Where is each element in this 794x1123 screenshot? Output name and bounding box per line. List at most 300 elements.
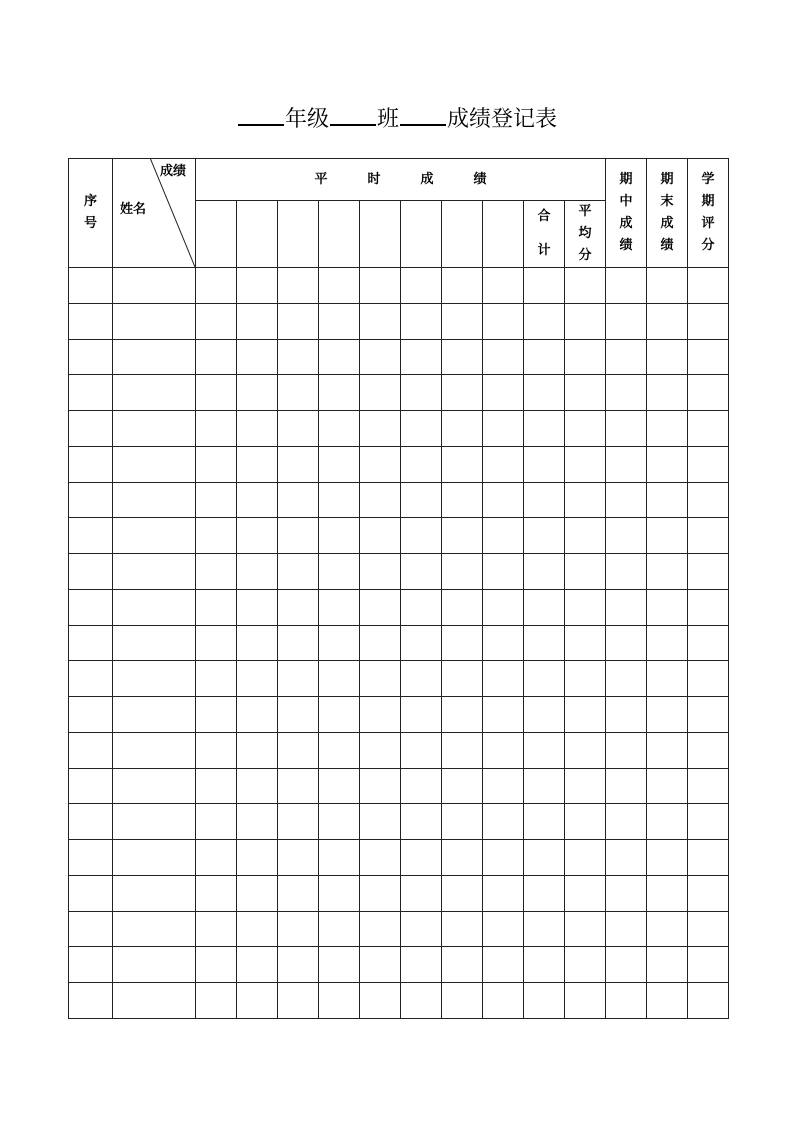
table-cell[interactable] xyxy=(113,983,196,1019)
table-cell[interactable] xyxy=(196,268,237,304)
table-cell[interactable] xyxy=(360,840,401,876)
table-cell[interactable] xyxy=(278,947,319,983)
table-cell[interactable] xyxy=(565,875,606,911)
table-cell[interactable] xyxy=(647,268,688,304)
table-cell[interactable] xyxy=(319,482,360,518)
table-cell[interactable] xyxy=(565,804,606,840)
table-cell[interactable] xyxy=(565,268,606,304)
table-cell[interactable] xyxy=(524,732,565,768)
table-cell[interactable] xyxy=(319,589,360,625)
table-cell[interactable] xyxy=(524,411,565,447)
table-cell[interactable] xyxy=(442,303,483,339)
table-cell[interactable] xyxy=(319,268,360,304)
table-cell[interactable] xyxy=(237,554,278,590)
table-cell[interactable] xyxy=(278,875,319,911)
table-cell[interactable] xyxy=(524,804,565,840)
table-cell[interactable] xyxy=(524,554,565,590)
table-cell[interactable] xyxy=(401,303,442,339)
table-cell[interactable] xyxy=(237,268,278,304)
table-cell[interactable] xyxy=(483,482,524,518)
table-cell[interactable] xyxy=(524,875,565,911)
table-cell[interactable] xyxy=(69,375,113,411)
table-cell[interactable] xyxy=(319,339,360,375)
table-cell[interactable] xyxy=(606,303,647,339)
table-cell[interactable] xyxy=(524,482,565,518)
table-cell[interactable] xyxy=(196,625,237,661)
table-cell[interactable] xyxy=(524,268,565,304)
table-cell[interactable] xyxy=(113,375,196,411)
table-cell[interactable] xyxy=(524,840,565,876)
class-blank[interactable] xyxy=(330,102,376,126)
table-cell[interactable] xyxy=(237,661,278,697)
table-cell[interactable] xyxy=(196,840,237,876)
table-cell[interactable] xyxy=(647,768,688,804)
table-cell[interactable] xyxy=(565,589,606,625)
table-cell[interactable] xyxy=(442,911,483,947)
table-cell[interactable] xyxy=(647,482,688,518)
table-cell[interactable] xyxy=(565,697,606,733)
table-cell[interactable] xyxy=(237,697,278,733)
table-cell[interactable] xyxy=(483,339,524,375)
table-cell[interactable] xyxy=(688,804,729,840)
table-cell[interactable] xyxy=(401,625,442,661)
table-cell[interactable] xyxy=(483,911,524,947)
table-cell[interactable] xyxy=(606,804,647,840)
table-cell[interactable] xyxy=(565,411,606,447)
table-cell[interactable] xyxy=(360,947,401,983)
table-cell[interactable] xyxy=(113,268,196,304)
table-cell[interactable] xyxy=(565,840,606,876)
table-cell[interactable] xyxy=(483,840,524,876)
table-cell[interactable] xyxy=(606,375,647,411)
grade-blank[interactable] xyxy=(238,102,284,126)
table-cell[interactable] xyxy=(319,411,360,447)
table-cell[interactable] xyxy=(647,804,688,840)
table-cell[interactable] xyxy=(565,518,606,554)
table-cell[interactable] xyxy=(688,875,729,911)
table-cell[interactable] xyxy=(483,983,524,1019)
table-cell[interactable] xyxy=(360,375,401,411)
table-cell[interactable] xyxy=(196,518,237,554)
table-cell[interactable] xyxy=(278,339,319,375)
table-cell[interactable] xyxy=(688,768,729,804)
table-cell[interactable] xyxy=(647,411,688,447)
table-cell[interactable] xyxy=(113,732,196,768)
table-cell[interactable] xyxy=(524,983,565,1019)
table-cell[interactable] xyxy=(647,339,688,375)
table-cell[interactable] xyxy=(360,518,401,554)
table-cell[interactable] xyxy=(442,339,483,375)
table-cell[interactable] xyxy=(196,589,237,625)
table-cell[interactable] xyxy=(113,446,196,482)
table-cell[interactable] xyxy=(360,911,401,947)
table-cell[interactable] xyxy=(606,732,647,768)
table-cell[interactable] xyxy=(69,732,113,768)
table-cell[interactable] xyxy=(688,482,729,518)
table-cell[interactable] xyxy=(237,983,278,1019)
table-cell[interactable] xyxy=(524,303,565,339)
table-cell[interactable] xyxy=(401,875,442,911)
table-cell[interactable] xyxy=(319,804,360,840)
table-cell[interactable] xyxy=(237,804,278,840)
table-cell[interactable] xyxy=(360,768,401,804)
table-cell[interactable] xyxy=(237,840,278,876)
table-cell[interactable] xyxy=(565,446,606,482)
table-cell[interactable] xyxy=(688,661,729,697)
table-cell[interactable] xyxy=(606,983,647,1019)
table-cell[interactable] xyxy=(688,947,729,983)
table-cell[interactable] xyxy=(647,983,688,1019)
table-cell[interactable] xyxy=(606,589,647,625)
table-cell[interactable] xyxy=(113,482,196,518)
table-cell[interactable] xyxy=(401,983,442,1019)
table-cell[interactable] xyxy=(401,411,442,447)
table-cell[interactable] xyxy=(565,661,606,697)
table-cell[interactable] xyxy=(278,411,319,447)
table-cell[interactable] xyxy=(360,875,401,911)
table-cell[interactable] xyxy=(360,446,401,482)
table-cell[interactable] xyxy=(442,482,483,518)
table-cell[interactable] xyxy=(196,303,237,339)
table-cell[interactable] xyxy=(237,339,278,375)
table-cell[interactable] xyxy=(688,446,729,482)
table-cell[interactable] xyxy=(606,875,647,911)
table-cell[interactable] xyxy=(69,947,113,983)
table-cell[interactable] xyxy=(196,732,237,768)
table-cell[interactable] xyxy=(647,661,688,697)
table-cell[interactable] xyxy=(647,554,688,590)
subject-blank[interactable] xyxy=(400,102,446,126)
table-cell[interactable] xyxy=(319,840,360,876)
table-cell[interactable] xyxy=(401,840,442,876)
table-cell[interactable] xyxy=(113,768,196,804)
table-cell[interactable] xyxy=(237,303,278,339)
table-cell[interactable] xyxy=(565,947,606,983)
table-cell[interactable] xyxy=(565,339,606,375)
table-cell[interactable] xyxy=(113,661,196,697)
table-cell[interactable] xyxy=(360,482,401,518)
table-cell[interactable] xyxy=(688,268,729,304)
table-cell[interactable] xyxy=(688,518,729,554)
table-cell[interactable] xyxy=(524,625,565,661)
table-cell[interactable] xyxy=(524,375,565,411)
table-cell[interactable] xyxy=(565,482,606,518)
table-cell[interactable] xyxy=(69,518,113,554)
table-cell[interactable] xyxy=(360,339,401,375)
table-cell[interactable] xyxy=(565,554,606,590)
table-cell[interactable] xyxy=(483,375,524,411)
table-cell[interactable] xyxy=(196,446,237,482)
table-cell[interactable] xyxy=(401,661,442,697)
table-cell[interactable] xyxy=(69,446,113,482)
table-cell[interactable] xyxy=(647,625,688,661)
table-cell[interactable] xyxy=(688,554,729,590)
table-cell[interactable] xyxy=(442,411,483,447)
table-cell[interactable] xyxy=(69,625,113,661)
table-cell[interactable] xyxy=(360,554,401,590)
table-cell[interactable] xyxy=(278,446,319,482)
table-cell[interactable] xyxy=(319,983,360,1019)
table-cell[interactable] xyxy=(69,875,113,911)
table-cell[interactable] xyxy=(401,732,442,768)
table-cell[interactable] xyxy=(565,303,606,339)
table-cell[interactable] xyxy=(483,268,524,304)
table-cell[interactable] xyxy=(606,661,647,697)
table-cell[interactable] xyxy=(113,840,196,876)
table-cell[interactable] xyxy=(524,947,565,983)
table-cell[interactable] xyxy=(442,947,483,983)
table-cell[interactable] xyxy=(442,375,483,411)
table-cell[interactable] xyxy=(483,768,524,804)
table-cell[interactable] xyxy=(647,911,688,947)
table-cell[interactable] xyxy=(688,589,729,625)
table-cell[interactable] xyxy=(69,339,113,375)
table-cell[interactable] xyxy=(401,804,442,840)
table-cell[interactable] xyxy=(360,804,401,840)
table-cell[interactable] xyxy=(69,840,113,876)
table-cell[interactable] xyxy=(483,947,524,983)
table-cell[interactable] xyxy=(442,875,483,911)
table-cell[interactable] xyxy=(442,268,483,304)
table-cell[interactable] xyxy=(113,875,196,911)
table-cell[interactable] xyxy=(113,804,196,840)
table-cell[interactable] xyxy=(606,911,647,947)
table-cell[interactable] xyxy=(69,768,113,804)
table-cell[interactable] xyxy=(69,268,113,304)
table-cell[interactable] xyxy=(401,911,442,947)
table-cell[interactable] xyxy=(606,697,647,733)
table-cell[interactable] xyxy=(565,732,606,768)
table-cell[interactable] xyxy=(69,303,113,339)
table-cell[interactable] xyxy=(278,983,319,1019)
table-cell[interactable] xyxy=(278,732,319,768)
table-cell[interactable] xyxy=(442,697,483,733)
table-cell[interactable] xyxy=(606,768,647,804)
table-cell[interactable] xyxy=(196,482,237,518)
table-cell[interactable] xyxy=(196,875,237,911)
table-cell[interactable] xyxy=(401,482,442,518)
table-cell[interactable] xyxy=(524,697,565,733)
table-cell[interactable] xyxy=(237,732,278,768)
table-cell[interactable] xyxy=(319,661,360,697)
table-cell[interactable] xyxy=(442,625,483,661)
table-cell[interactable] xyxy=(647,446,688,482)
table-cell[interactable] xyxy=(483,411,524,447)
table-cell[interactable] xyxy=(278,375,319,411)
table-cell[interactable] xyxy=(113,411,196,447)
table-cell[interactable] xyxy=(360,268,401,304)
table-cell[interactable] xyxy=(360,303,401,339)
table-cell[interactable] xyxy=(442,661,483,697)
table-cell[interactable] xyxy=(606,554,647,590)
table-cell[interactable] xyxy=(483,697,524,733)
table-cell[interactable] xyxy=(319,875,360,911)
table-cell[interactable] xyxy=(401,947,442,983)
table-cell[interactable] xyxy=(401,339,442,375)
table-cell[interactable] xyxy=(237,446,278,482)
table-cell[interactable] xyxy=(196,947,237,983)
table-cell[interactable] xyxy=(113,697,196,733)
table-cell[interactable] xyxy=(278,482,319,518)
table-cell[interactable] xyxy=(237,375,278,411)
table-cell[interactable] xyxy=(237,518,278,554)
table-cell[interactable] xyxy=(442,840,483,876)
table-cell[interactable] xyxy=(688,375,729,411)
table-cell[interactable] xyxy=(237,411,278,447)
table-cell[interactable] xyxy=(360,411,401,447)
table-cell[interactable] xyxy=(319,303,360,339)
table-cell[interactable] xyxy=(69,697,113,733)
table-cell[interactable] xyxy=(524,518,565,554)
table-cell[interactable] xyxy=(565,375,606,411)
table-cell[interactable] xyxy=(524,589,565,625)
table-cell[interactable] xyxy=(319,947,360,983)
table-cell[interactable] xyxy=(688,339,729,375)
table-cell[interactable] xyxy=(565,983,606,1019)
table-cell[interactable] xyxy=(401,697,442,733)
table-cell[interactable] xyxy=(113,625,196,661)
table-cell[interactable] xyxy=(442,983,483,1019)
table-cell[interactable] xyxy=(606,482,647,518)
table-cell[interactable] xyxy=(69,482,113,518)
table-cell[interactable] xyxy=(647,303,688,339)
table-cell[interactable] xyxy=(647,875,688,911)
table-cell[interactable] xyxy=(278,697,319,733)
table-cell[interactable] xyxy=(237,911,278,947)
table-cell[interactable] xyxy=(278,625,319,661)
table-cell[interactable] xyxy=(69,804,113,840)
table-cell[interactable] xyxy=(360,697,401,733)
table-cell[interactable] xyxy=(483,446,524,482)
table-cell[interactable] xyxy=(442,804,483,840)
table-cell[interactable] xyxy=(442,446,483,482)
table-cell[interactable] xyxy=(360,983,401,1019)
table-cell[interactable] xyxy=(483,875,524,911)
table-cell[interactable] xyxy=(647,840,688,876)
table-cell[interactable] xyxy=(565,911,606,947)
table-cell[interactable] xyxy=(69,661,113,697)
table-cell[interactable] xyxy=(647,375,688,411)
table-cell[interactable] xyxy=(442,589,483,625)
table-cell[interactable] xyxy=(237,875,278,911)
table-cell[interactable] xyxy=(196,804,237,840)
table-cell[interactable] xyxy=(113,339,196,375)
table-cell[interactable] xyxy=(606,446,647,482)
table-cell[interactable] xyxy=(113,947,196,983)
table-cell[interactable] xyxy=(360,589,401,625)
table-cell[interactable] xyxy=(113,303,196,339)
table-cell[interactable] xyxy=(237,768,278,804)
table-cell[interactable] xyxy=(483,518,524,554)
table-cell[interactable] xyxy=(237,589,278,625)
table-cell[interactable] xyxy=(196,375,237,411)
table-cell[interactable] xyxy=(647,732,688,768)
table-cell[interactable] xyxy=(688,697,729,733)
table-cell[interactable] xyxy=(360,625,401,661)
table-cell[interactable] xyxy=(606,339,647,375)
table-cell[interactable] xyxy=(69,911,113,947)
table-cell[interactable] xyxy=(524,911,565,947)
table-cell[interactable] xyxy=(360,732,401,768)
table-cell[interactable] xyxy=(524,661,565,697)
table-cell[interactable] xyxy=(442,768,483,804)
table-cell[interactable] xyxy=(606,840,647,876)
table-cell[interactable] xyxy=(483,303,524,339)
table-cell[interactable] xyxy=(196,554,237,590)
table-cell[interactable] xyxy=(442,518,483,554)
table-cell[interactable] xyxy=(278,840,319,876)
table-cell[interactable] xyxy=(688,911,729,947)
table-cell[interactable] xyxy=(237,625,278,661)
table-cell[interactable] xyxy=(688,625,729,661)
table-cell[interactable] xyxy=(278,303,319,339)
table-cell[interactable] xyxy=(319,446,360,482)
table-cell[interactable] xyxy=(237,482,278,518)
table-cell[interactable] xyxy=(278,589,319,625)
table-cell[interactable] xyxy=(113,911,196,947)
table-cell[interactable] xyxy=(606,268,647,304)
table-cell[interactable] xyxy=(524,768,565,804)
table-cell[interactable] xyxy=(524,339,565,375)
table-cell[interactable] xyxy=(483,732,524,768)
table-cell[interactable] xyxy=(196,911,237,947)
table-cell[interactable] xyxy=(565,768,606,804)
table-cell[interactable] xyxy=(319,768,360,804)
table-cell[interactable] xyxy=(606,947,647,983)
table-cell[interactable] xyxy=(401,518,442,554)
table-cell[interactable] xyxy=(319,625,360,661)
table-cell[interactable] xyxy=(113,589,196,625)
table-cell[interactable] xyxy=(113,518,196,554)
table-cell[interactable] xyxy=(688,840,729,876)
table-cell[interactable] xyxy=(442,732,483,768)
table-cell[interactable] xyxy=(688,732,729,768)
table-cell[interactable] xyxy=(401,375,442,411)
table-cell[interactable] xyxy=(483,589,524,625)
table-cell[interactable] xyxy=(401,589,442,625)
table-cell[interactable] xyxy=(647,947,688,983)
table-cell[interactable] xyxy=(196,411,237,447)
table-cell[interactable] xyxy=(483,804,524,840)
table-cell[interactable] xyxy=(360,661,401,697)
table-cell[interactable] xyxy=(565,625,606,661)
table-cell[interactable] xyxy=(278,268,319,304)
table-cell[interactable] xyxy=(606,625,647,661)
table-cell[interactable] xyxy=(647,589,688,625)
table-cell[interactable] xyxy=(113,554,196,590)
table-cell[interactable] xyxy=(647,518,688,554)
table-cell[interactable] xyxy=(278,518,319,554)
table-cell[interactable] xyxy=(401,446,442,482)
table-cell[interactable] xyxy=(401,554,442,590)
table-cell[interactable] xyxy=(483,661,524,697)
table-cell[interactable] xyxy=(401,268,442,304)
table-cell[interactable] xyxy=(688,303,729,339)
table-cell[interactable] xyxy=(196,768,237,804)
table-cell[interactable] xyxy=(483,625,524,661)
table-cell[interactable] xyxy=(278,768,319,804)
table-cell[interactable] xyxy=(278,554,319,590)
table-cell[interactable] xyxy=(196,983,237,1019)
table-cell[interactable] xyxy=(647,697,688,733)
table-cell[interactable] xyxy=(196,697,237,733)
table-cell[interactable] xyxy=(278,661,319,697)
table-cell[interactable] xyxy=(483,554,524,590)
table-cell[interactable] xyxy=(196,661,237,697)
table-cell[interactable] xyxy=(69,411,113,447)
table-cell[interactable] xyxy=(688,411,729,447)
table-cell[interactable] xyxy=(319,911,360,947)
